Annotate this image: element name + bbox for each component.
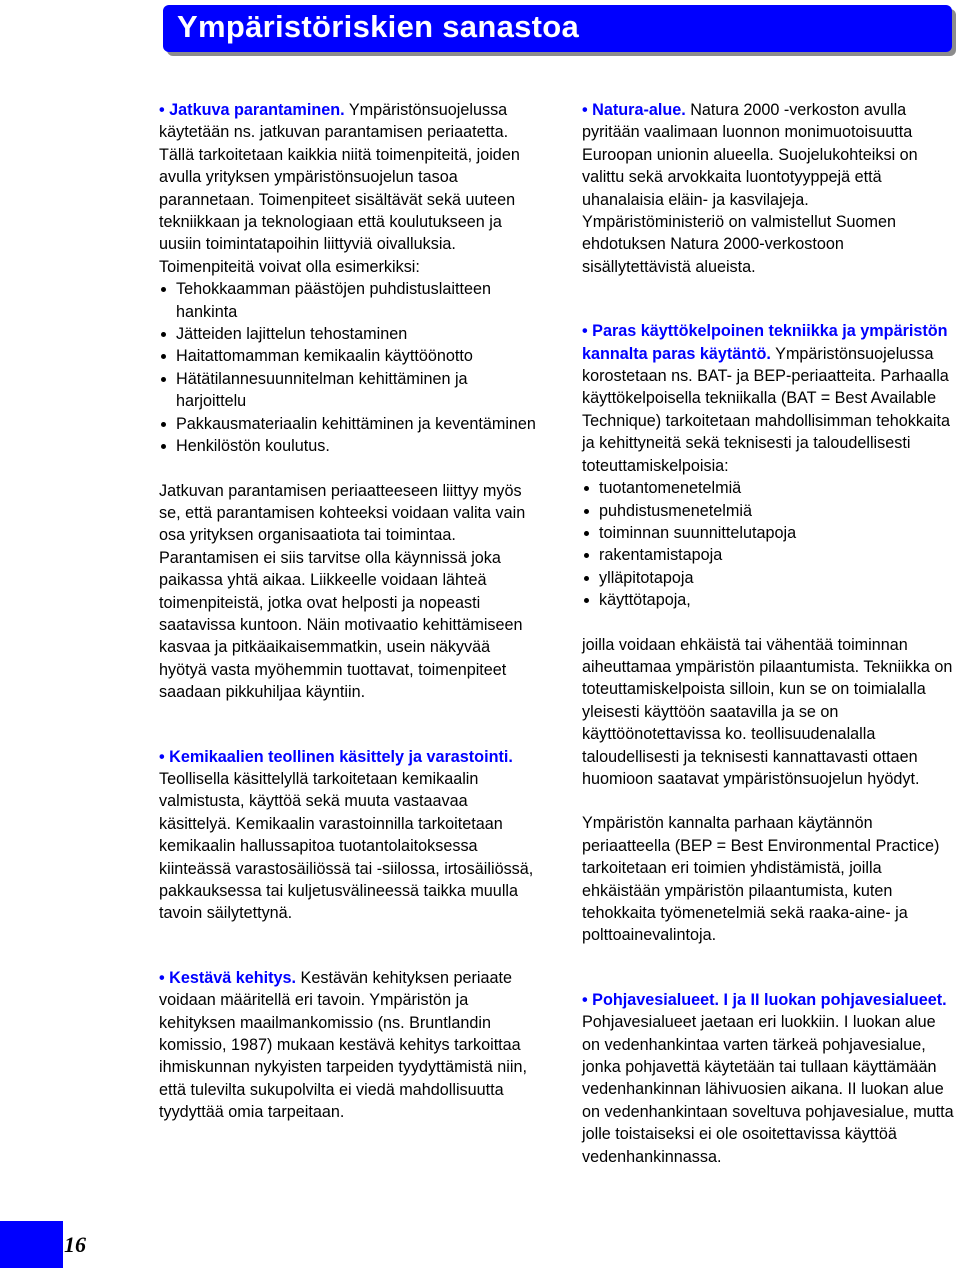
entry-heading: Natura-alue. — [592, 101, 686, 119]
page-number: 16 — [64, 1232, 86, 1257]
list-item: käyttötapoja, — [582, 589, 954, 611]
list-item: Henkilöstön koulutus. — [159, 435, 541, 457]
page-number-box — [0, 1221, 63, 1268]
list-item: rakentamistapoja — [582, 544, 954, 566]
list-item: Tehokkaamman päästöjen puhdistuslaitteen hankinta — [159, 278, 541, 323]
paragraph: Jatkuvan parantamisen periaatteeseen liittyy myös se, että parantamisen kohteeksi voidaan valita vain osa yrityksen organisaatiota tai toimintaa. Parantamisen ei siis tarvitse olla käynnissä joka paikassa yhtä aikaa. Liikkeelle voidaan lähteä toimenpiteistä, jotka ovat helposti ja nopeasti saatavissa kuntoon. Näin motivaatio kehittämiseen kasvaa ja pitkäaikaisemmatkin, usein näkyvää hyötyä vasta myöhemmin tuottavat, toimenpiteet saadaan pikkuhiljaa käyntiin. — [159, 481, 526, 702]
entry-paras: • Paras käyttökelpoinen tekniikka ja ympäristön kannalta paras käytäntö. Ympäristönsuojelussa korostetaan ns. BAT- ja BEP-periaatteita. Parhaalla käyttökelpoisella tekniikalla (BAT = Best Available Technique) tarkoitetaan mahdollisimman tehokkaita ja kehittyneitä sekä teknisesti ja taloudellisesti toteuttamiskelpoisia: — [582, 322, 951, 475]
list-item: Jätteiden lajittelun tehostaminen — [159, 323, 541, 345]
list-item: ylläpitotapoja — [582, 567, 954, 589]
entry-kestava: • Kestävä kehitys. Kestävän kehityksen periaate voidaan määritellä eri tavoin. Ympäristön ja kehityksen maailmankomissio (ns. Bruntlandin komissio, 1987) mukaan kestävä kehitys tarkoittaa ihmiskunnan nykyisten tarpeiden tyydyttämistä niin, että tulevilta sukupolvilta ei viedä mahdollisuutta tyydyttää omia tarpeitaan. — [159, 968, 527, 1122]
entry-heading: Pohjavesialueet. I ja II luokan pohjavesialueet. — [592, 990, 947, 1009]
entry-text: Natura 2000 -verkoston avulla pyritään vaalimaan luonnon monimuotoisuutta Euroopan unionin alueella. Suojelukohteiksi on valittu sekä arvokkaita luontotyyppejä että uhanalaisia eläin- ja kasvilajeja. Ympäristöministeriö on valmistellut Suomen ehdotuksen Natura 2000-verkostoon sisällytettävistä alueista. — [582, 101, 918, 276]
list-item: Hätätilannesuunnitelman kehittäminen ja harjoittelu — [159, 368, 541, 413]
entry-text: Teollisella käsittelyllä tarkoitetaan kemikaalin valmistusta, käyttöä sekä muuta vastaavaa käsittelyä. Kemikaalin varastoinnilla tarkoitetaan kemikaalin hallussapitoa tuotantolaitoksessa kiinteässä varastosäiliössä tai -siilossa, irtosäiliössä, pakkauksessa tai kuljetusvälineessä taikka muulla tavoin säilytettynä. — [159, 769, 534, 923]
bat-list — [582, 477, 954, 611]
list-item: toiminnan suunnittelutapoja — [582, 522, 954, 544]
entry-pohjavesi: • Pohjavesialueet. I ja II luokan pohjavesialueet. Pohjavesialueet jaetaan eri luokkiin. I luokan alue on vedenhankintaa varten tärkeä pohjavesialue, jonka pohjavettä käytetään tai tullaan käyttämään vedenhankinnan lähivuosien aikana. II luokan alue on vedenhankintaan soveltuva pohjavesialue, mutta jolle toistaiseksi ei ole osoitettavissa käyttöä vedenhankinnassa. — [582, 990, 954, 1166]
entry-heading: Kestävä kehitys. — [169, 968, 297, 987]
entry-text: Kestävän kehityksen periaate voidaan määritellä eri tavoin. Ympäristön ja kehityksen maailmankomissio (ns. Bruntlandin komissio, 1987) mukaan kestävä kehitys tarkoittaa ihmiskunnan nykyisten tarpeiden tyydyttämistä niin, että tulevilta sukupolvilta ei viedä mahdollisuutta tyydyttää omia tarpeitaan. — [159, 968, 527, 1122]
entry-text: Ympäristönsuojelussa käytetään ns. jatkuvan parantamisen periaatetta. Tällä tarkoitetaan kaikkia niitä toimenpiteitä, joiden avulla yrityksen ympäristönsuojelun tasoa parannetaan. Toimenpiteet sisältävät sekä uuteen tekniikkaan ja teknologiaan että koulutukseen ja uusiin toimintatapoihin liittyviä oivalluksia. Toimenpiteitä voivat olla esimerkiksi: — [159, 101, 520, 276]
entry-text: Ympäristönsuojelussa korostetaan ns. BAT- ja BEP-periaatteita. Parhaalla käyttökelpoisella tekniikalla (BAT = Best Available Technique) tarkoitetaan mahdollisimman tehokkaita ja kehittyneitä sekä teknisesti ja taloudellisesti toteuttamiskelpoisia: — [582, 344, 951, 475]
list-item: Haitattomamman kemikaalin käyttöönotto — [159, 345, 541, 367]
left-column — [159, 99, 541, 1124]
paragraph: Ympäristön kannalta parhaan käytännön periaatteella (BEP = Best Environmental Practice) tarkoitetaan eri toimien yhdistämistä, joilla ehkäistään ympäristön pilaantumista, kuten tehokkaita työmenetelmiä sekä raaka-aine- ja polttoainevalintoja. — [582, 814, 940, 945]
title-banner — [163, 5, 952, 52]
list-item: Pakkausmateriaalin kehittäminen ja keventäminen — [159, 413, 541, 435]
paragraph: joilla voidaan ehkäistä tai vähentää toiminnan aiheuttamaa ympäristön pilaantumista. Tekniikka on toteuttamiskelpoista silloin, kun se on toimialalla yleisesti käyttöön saatavilla ja se on käyttöönotettavissa ko. teollisuudenalalla taloudellisesti ja teknisesti kannattavasti ottaen huomioon saatavat ympäristönsuojelun hyödyt. — [582, 635, 953, 788]
entry-heading: Jatkuva parantaminen. — [169, 101, 345, 119]
list-item: puhdistusmenetelmiä — [582, 500, 954, 522]
examples-list — [159, 278, 541, 457]
list-item: tuotantomenetelmiä — [582, 477, 954, 499]
entry-heading: Paras käyttökelpoinen tekniikka ja ympäristön kannalta paras käytäntö. — [582, 322, 948, 363]
entry-natura: • Natura-alue. Natura 2000 -verkoston avulla pyritään vaalimaan luonnon monimuotoisuutta Euroopan unionin alueella. Suojelukohteiksi on valittu sekä arvokkaita luontotyyppejä että uhanalaisia eläin- ja kasvilajeja. Ympäristöministeriö on valmistellut Suomen ehdotuksen Natura 2000-verkostoon sisällytettävistä alueista. — [582, 101, 918, 276]
entry-kemikaalien: • Kemikaalien teollinen käsittely ja varastointi. Teollisella käsittelyllä tarkoitetaan kemikaalin valmistusta, käyttöä sekä muuta vastaavaa käsittelyä. Kemikaalin varastoinnilla tarkoitetaan kemikaalin hallussapitoa tuotantolaitoksessa kiinteässä varastosäiliössä tai -siilossa, irtosäiliössä, pakkauksessa tai kuljetusvälineessä taikka muulla tavoin säilytettynä. — [159, 747, 534, 923]
page-title: Ympäristöriskien sanastoa — [177, 9, 580, 44]
entry-text: Pohjavesialueet jaetaan eri luokkiin. I luokan alue on vedenhankintaa varten tärkeä pohjavesialue, jonka pohjavettä käytetään tai tullaan käyttämään vedenhankinnan lähivuosien aikana. II luokan alue on vedenhankintaan soveltuva pohjavesialue, mutta jolle toistaiseksi ei ole osoitettavissa käyttöä vedenhankinnassa. — [582, 1013, 954, 1166]
entry-jatkuva: • Jatkuva parantaminen. Ympäristönsuojelussa käytetään ns. jatkuvan parantamisen periaatetta. Tällä tarkoitetaan kaikkia niitä toimenpiteitä, joiden avulla yrityksen ympäristönsuojelun tasoa parannetaan. Toimenpiteet sisältävät sekä uuteen tekniikkaan ja teknologiaan että koulutukseen ja uusiin toimintatapoihin liittyviä oivalluksia. Toimenpiteitä voivat olla esimerkiksi: — [159, 101, 520, 276]
entry-heading: Kemikaalien teollinen käsittely ja varastointi. — [169, 747, 513, 766]
right-column — [582, 99, 954, 1168]
